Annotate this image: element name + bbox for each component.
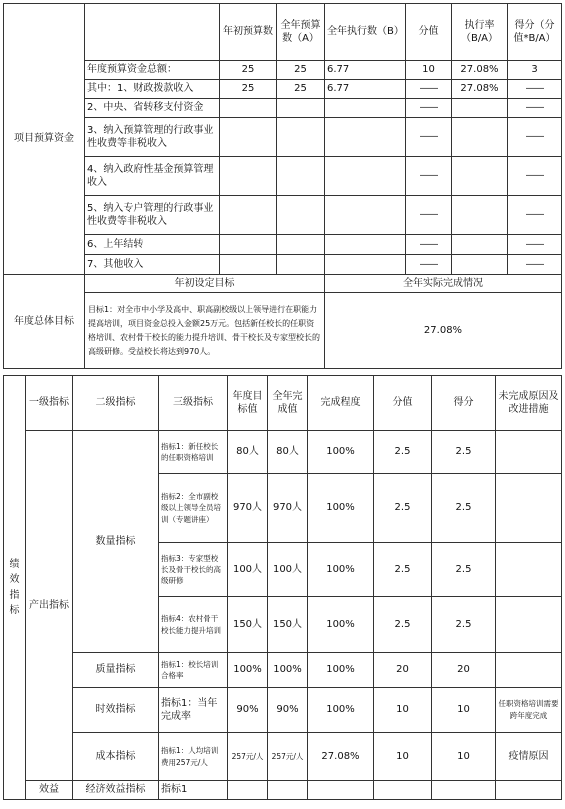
annual-goal-actual-value: 27.08% [325, 293, 562, 369]
budget-header-blank [85, 4, 220, 61]
table-row: 指标2：全市副校级以上领导全员培训（专题讲座） 970人 970人 100% 2.5 2.5 [4, 474, 562, 543]
budget-section-label: 项目预算资金 [4, 4, 85, 275]
level2-quality: 质量指标 [73, 653, 159, 688]
table-row: 时效指标 指标1：当年完成率 90% 90% 100% 10 10 任职资格培训需要跨年度完成 [4, 688, 562, 733]
header-score-value: 分值 [406, 4, 452, 61]
budget-row: 5、纳入专户管理的行政事业性收费等非税收入 —— —— [4, 196, 562, 235]
actual-completion-header: 全年实际完成情况 [325, 275, 562, 293]
level2-timeliness: 时效指标 [73, 688, 159, 733]
header-score: 得分 [432, 376, 496, 431]
budget-row: 7、其他收入 —— —— [4, 255, 562, 275]
header-score-value: 分值 [374, 376, 432, 431]
performance-section-label: 绩效指标 [4, 376, 26, 800]
table-row: 指标4：农村骨干校长能力提升培训 150人 150人 100% 2.5 2.5 [4, 597, 562, 653]
table-row: 效益 经济效益指标 指标1 [4, 781, 562, 800]
budget-row: 3、纳入预算管理的行政事业性收费等非税收入 —— —— [4, 118, 562, 157]
level2-economic-benefit: 经济效益指标 [73, 781, 159, 800]
table-row: 产出指标 数量指标 指标1：新任校长的任职资格培训 80人 80人 100% 2.5 2.5 [4, 431, 562, 474]
header-full-year-exec: 全年执行数（B） [325, 4, 406, 61]
level2-cost: 成本指标 [73, 733, 159, 781]
performance-table [3, 375, 562, 800]
budget-row: 年度预算资金总额： 25 25 6.77 10 27.08% 3 [4, 61, 562, 80]
header-target: 年度目标值 [228, 376, 268, 431]
header-degree: 完成程度 [308, 376, 374, 431]
header-exec-rate: 执行率（B/A） [452, 4, 508, 61]
header-completed: 全年完成值 [268, 376, 308, 431]
level1-output: 产出指标 [26, 431, 73, 781]
level2-quantity: 数量指标 [73, 431, 159, 653]
budget-row: 2、中央、省转移支付资金 —— —— [4, 99, 562, 118]
level1-benefit: 效益 [26, 781, 73, 800]
header-level2: 二级指标 [73, 376, 159, 431]
table-row: 成本指标 指标1：人均培训费用257元/人 257元/人 257元/人 27.08% 10 10 疫情原因 [4, 733, 562, 781]
header-score: 得分（分值*B/A） [508, 4, 562, 61]
header-reason: 未完成原因及改进措施 [496, 376, 562, 431]
header-level3: 三级指标 [159, 376, 228, 431]
budget-table [3, 3, 562, 369]
table-row: 质量指标 指标1：校长培训合格率 100% 100% 100% 20 20 [4, 653, 562, 688]
annual-goal-section-label: 年度总体目标 [4, 275, 85, 369]
budget-row: 4、纳入政府性基金预算管理收入 —— —— [4, 157, 562, 196]
table-row: 指标3：专家型校长及骨干校长的高级研修 100人 100人 100% 2.5 2.5 [4, 543, 562, 597]
set-goal-header: 年初设定目标 [85, 275, 325, 293]
budget-row: 其中：1、财政拨款收入 25 25 6.77 —— 27.08% —— [4, 80, 562, 99]
budget-row: 6、上年结转 —— —— [4, 235, 562, 255]
header-full-year-budget: 全年预算数（A） [277, 4, 325, 61]
header-annual-budget: 年初预算数 [220, 4, 277, 61]
annual-goal-text: 目标1：对全市中小学及高中、职高副校级以上领导进行在职能力提高培训，项目资金总投入金额25万元。包括新任校长的任职资格培训、农村骨干校长的能力提升培训、骨干校长及专家型校长的高级研修。受益校长将达到970人。 [85, 293, 325, 369]
header-level1: 一级指标 [26, 376, 73, 431]
